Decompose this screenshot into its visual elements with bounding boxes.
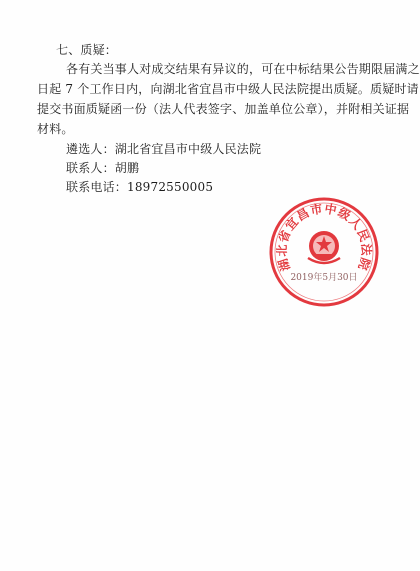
paragraph-line-3: 提交书面质疑函一份（法人代表签字、加盖单位公章），并附相关证据	[37, 102, 410, 116]
contact-person: 联系人：胡鹏	[66, 161, 140, 175]
contact-phone: 联系电话：18972550005	[66, 180, 214, 194]
official-seal-stamp	[268, 196, 380, 308]
emblem-icon	[308, 231, 340, 263]
section-heading: 七、质疑：	[56, 43, 118, 57]
paragraph-line-4: 材料。	[37, 122, 74, 136]
paragraph-line-1: 各有关当事人对成交结果有异议的，可在中标结果公告期限届满之	[66, 62, 420, 76]
svg-text:2019年5月30日: 2019年5月30日	[290, 273, 358, 283]
paragraph-line-2: 日起 7 个工作日内，向湖北省宜昌市中级人民法院提出质疑。质疑时请	[37, 82, 419, 96]
contact-selector: 遴选人：湖北省宜昌市中级人民法院	[66, 142, 262, 156]
svg-text:湖北省宜昌市中级人民法院: 湖北省宜昌市中级人民法院	[274, 201, 374, 273]
